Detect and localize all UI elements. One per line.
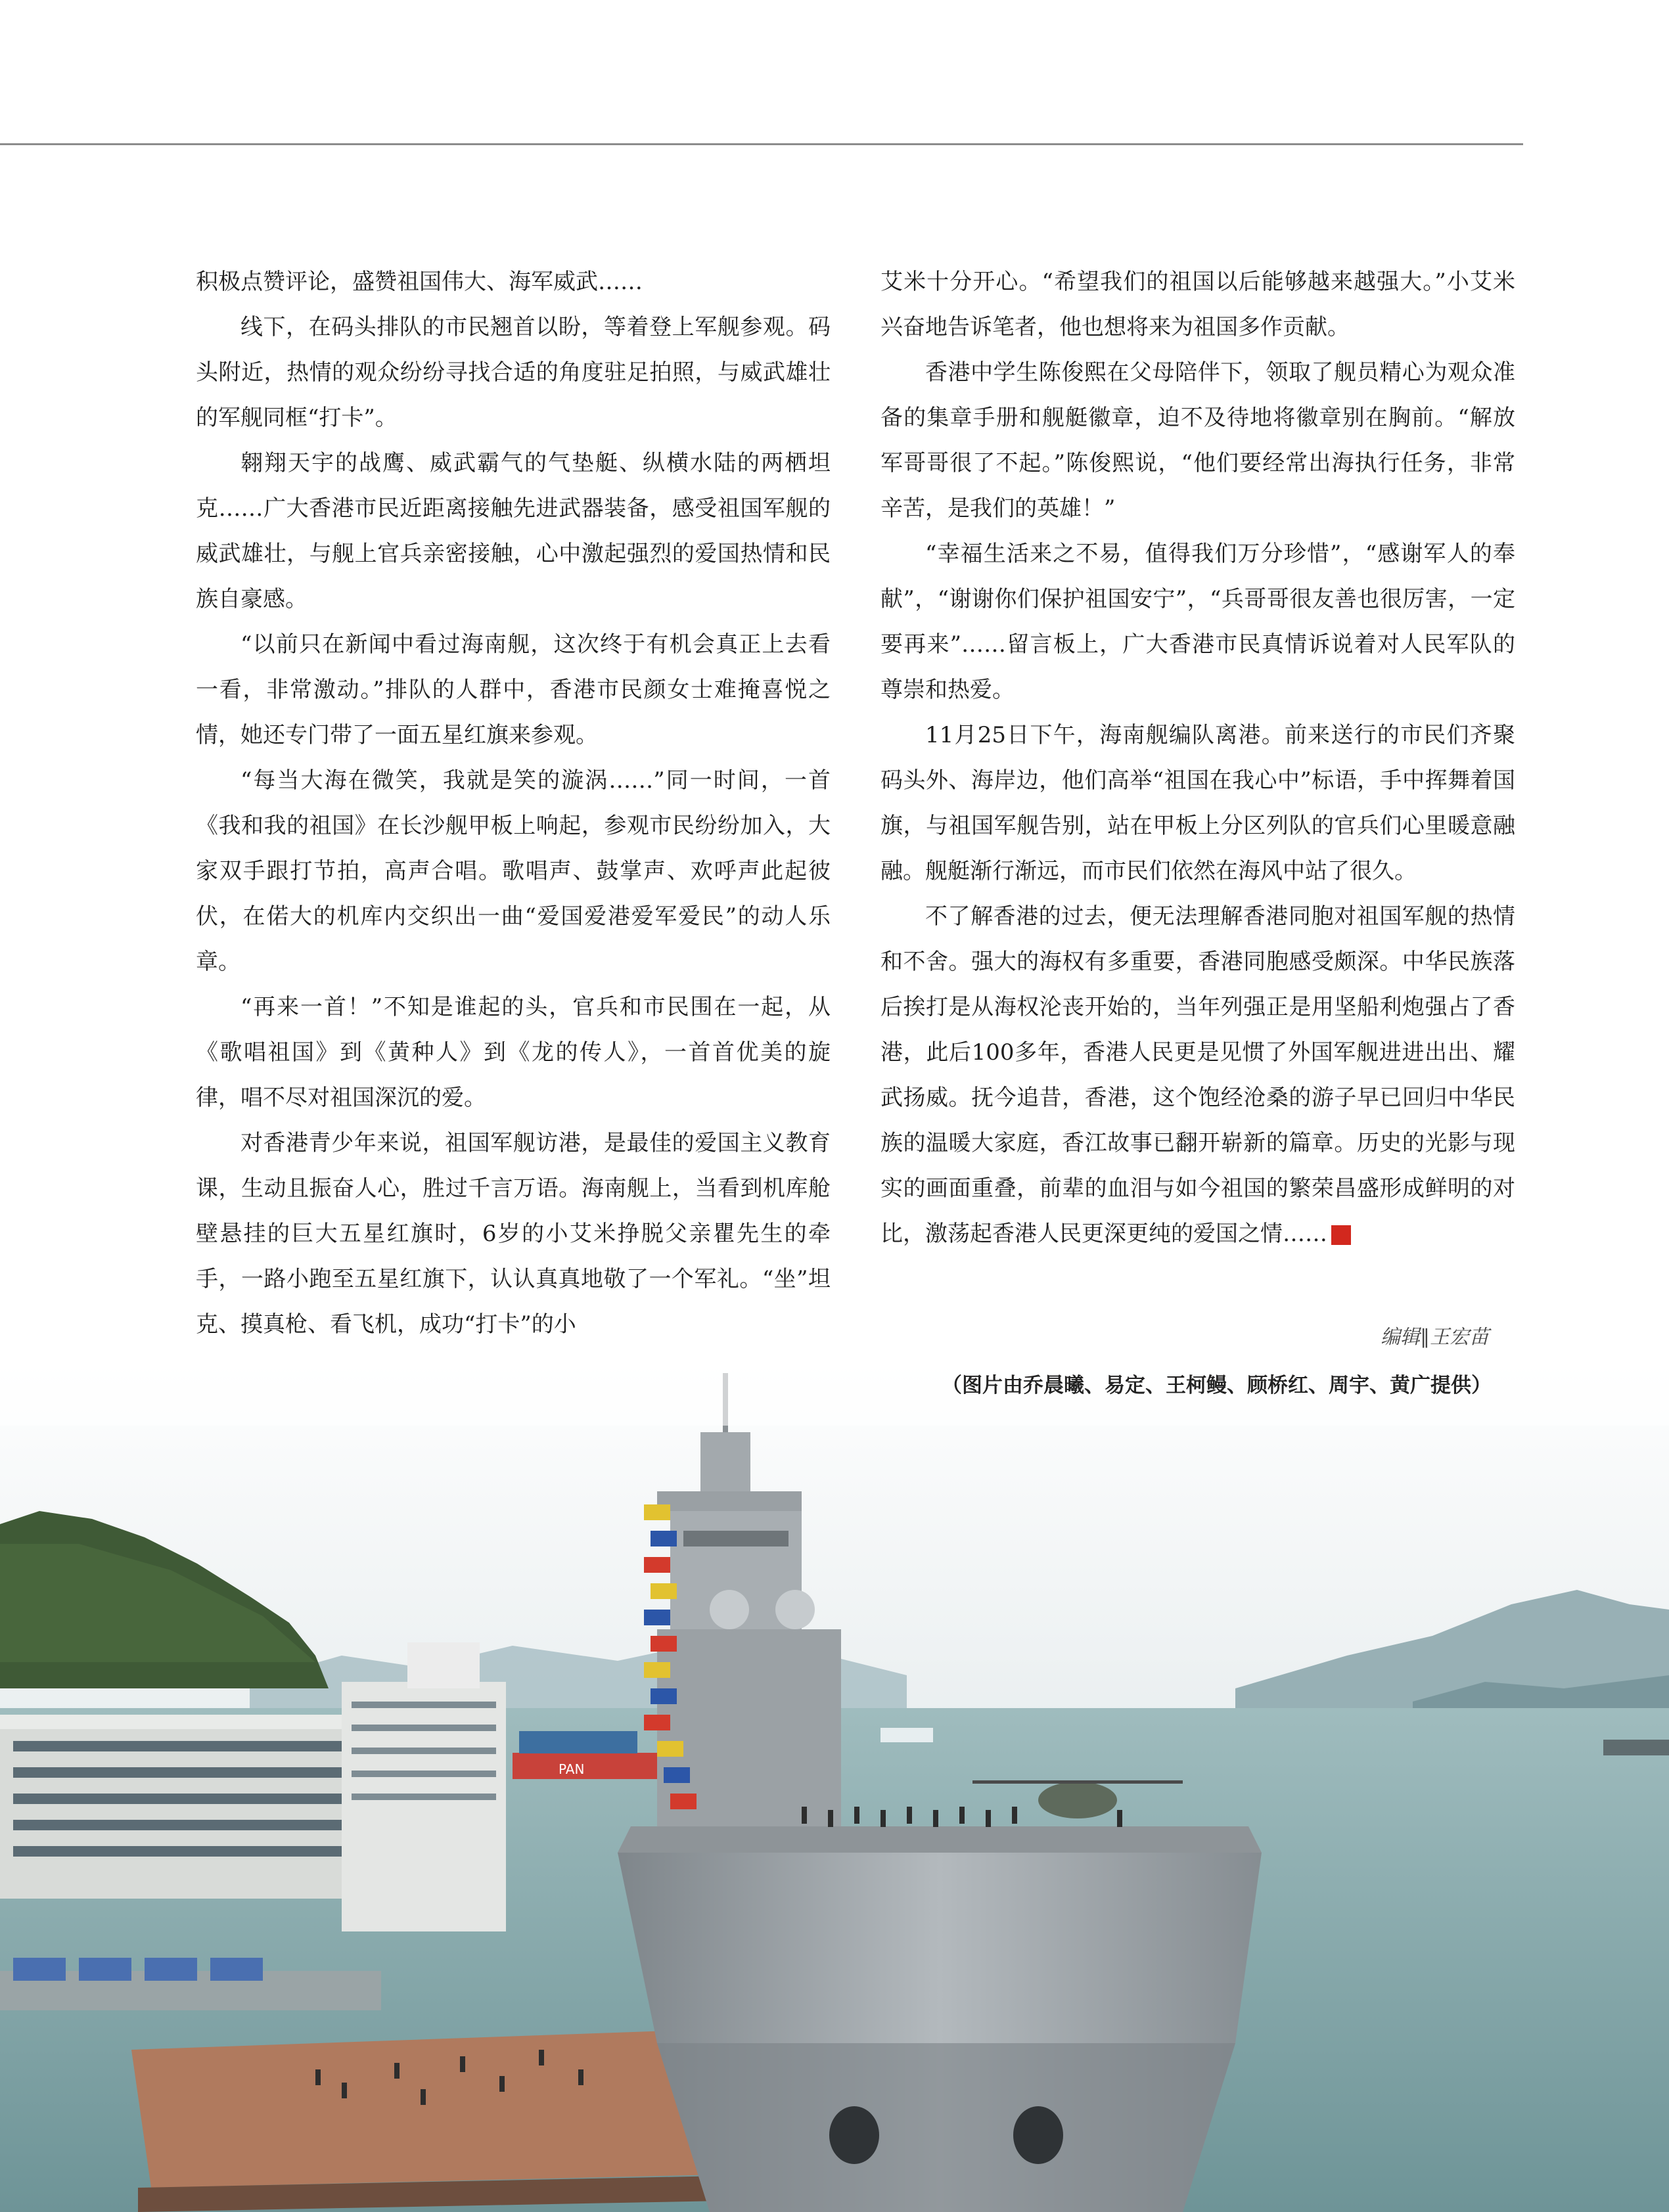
editor-credit: 编辑∥王宏苗: [1381, 1326, 1489, 1349]
anchor-right: [1013, 2106, 1063, 2164]
paragraph: 11月25日下午，海南舰编队离港。前来送行的市民们齐聚码头外、海岸边，他们高举“祖国在我心中”标语，手中挥舞着国旗，与祖国军舰告别，站在甲板上分区列队的官兵们心里暖意融融。舰艇渐行渐远，而市民们依然在海风中站了很久。: [880, 722, 1515, 884]
paragraph: 对香港青少年来说，祖国军舰访港，是最佳的爱国主义教育课，生动且振奋人心，胜过千言万语。海南舰上，当看到机库舱壁悬挂的巨大五星红旗时，6岁的小艾米挣脱父亲瞿先生的牵手，一路小跑至五星红旗下，认认真真地敬了一个军礼。“坐”坦克、摸真枪、看飞机，成功“打卡”的小: [196, 1130, 831, 1338]
pier: [131, 2030, 723, 2188]
paragraph: 香港中学生陈俊熙在父母陪伴下，领取了舰员精心为观众准备的集章手册和舰艇徽章，迫不及待地将徽章别在胸前。“解放军哥哥很了不起。”陈俊熙说，“他们要经常出海执行任务，非常辛苦，是我们的英雄！”: [880, 359, 1515, 522]
paragraph: [880, 894, 1515, 1257]
final-paragraph-text: 不了解香港的过去，便无法理解香港同胞对祖国军舰的热情和不舍。强大的海权有多重要，香港同胞感受颇深。中华民族落后挨打是从海权沦丧开始的，当年列强正是用坚船利炮强占了香港，此后100多年，香港人民更是见惯了外国军舰进进出出、耀武扬威。抚今追昔，香港，这个饱经沧桑的游子早已回归中华民族的温暖大家庭，香江故事已翻开崭新的篇章。历史的光影与现实的画面重叠，前辈的血泪与如今祖国的繁荣昌盛形成鲜明的对比，激荡起香港人民更深更纯的爱国之情……: [880, 903, 1515, 1247]
paragraph: “再来一首！”不知是谁起的头，官兵和市民围在一起，从《歌唱祖国》到《黄种人》到《龙的传人》，一首首优美的旋律，唱不尽对祖国深沉的爱。: [196, 994, 831, 1111]
paragraph: 线下，在码头排队的市民翘首以盼，等着登上军舰参观。码头附近，热情的观众纷纷寻找合适的角度驻足拍照，与威武雄壮的军舰同框“打卡”。: [196, 314, 831, 431]
paragraph: “每当大海在微笑，我就是笑的漩涡……”同一时间，一首《我和我的祖国》在长沙舰甲板上响起，参观市民纷纷加入，大家双手跟打节拍，高声合唱。歌唱声、鼓掌声、欢呼声此起彼伏，在偌大的机库内交织出一曲“爱国爱港爱军爱民”的动人乐章。: [196, 767, 831, 975]
article-column-right: [880, 260, 1515, 1257]
paragraph: 翱翔天宇的战鹰、威武霸气的气垫艇、纵横水陆的两栖坦克……广大香港市民近距离接触先进武器装备，感受祖国军舰的威武雄壮，与舰上官兵亲密接触，心中激起强烈的爱国热情和民族自豪感。: [196, 450, 831, 612]
paragraph: 积极点赞评论，盛赞祖国伟大、海军威武……: [196, 269, 643, 295]
flight-deck: [618, 1826, 1262, 1853]
article-column-left: [196, 260, 831, 1347]
helicopter: [1038, 1782, 1117, 1818]
ship-photo: [0, 1347, 1669, 2212]
paragraph: 艾米十分开心。“希望我们的祖国以后能够越来越强大。”小艾米兴奋地告诉笔者，他也想将来为祖国多作贡献。: [880, 269, 1515, 340]
container-ship-label: PAN: [559, 1761, 585, 1777]
container-ship: [513, 1753, 670, 1779]
header-rule: [0, 143, 1523, 145]
paragraph: “幸福生活来之不易，值得我们万分珍惜”，“感谢军人的奉献”，“谢谢你们保护祖国安宁”，“兵哥哥很友善也很厉害，一定要再来”……留言板上，广大香港市民真情诉说着对人民军队的尊崇和热爱。: [880, 541, 1515, 703]
photo-credit: （图片由乔晨曦、易定、王柯鳗、顾桥红、周宇、黄广提供）: [942, 1374, 1492, 1397]
end-mark-icon: G: [1331, 1225, 1351, 1245]
anchor-left: [829, 2106, 879, 2164]
paragraph: “以前只在新闻中看过海南舰，这次终于有机会真正上去看一看，非常激动。”排队的人群中，香港市民颜女士难掩喜悦之情，她还专门带了一面五星红旗来参观。: [196, 631, 831, 748]
